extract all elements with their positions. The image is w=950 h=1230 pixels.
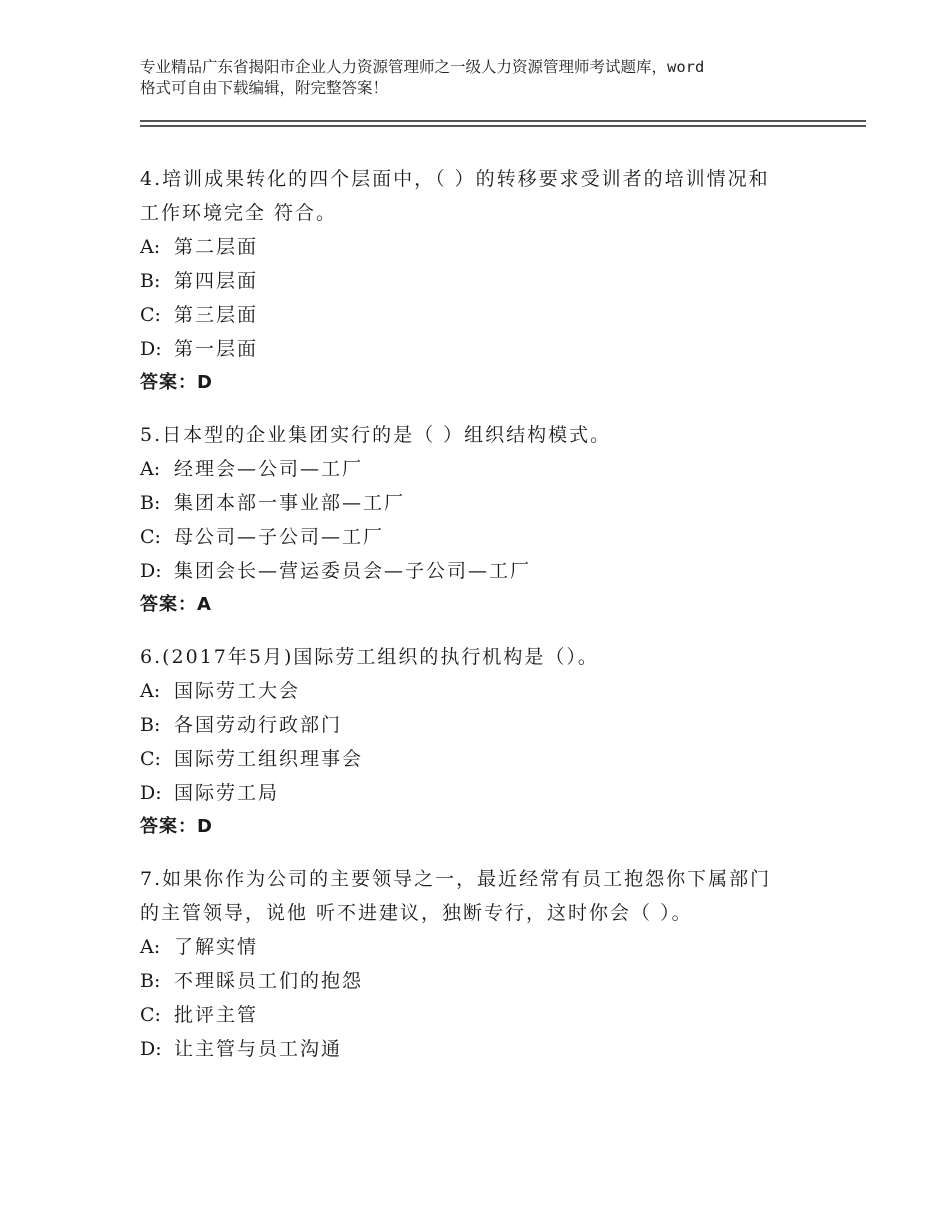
header-divider-bottom — [140, 125, 866, 127]
answer-option — [140, 486, 840, 520]
question-block — [140, 862, 840, 1066]
option-text: 第三层面 — [174, 304, 259, 326]
option-text: 集团会长—营运委员会—子公司—工厂 — [174, 560, 532, 582]
option-text: 让主管与员工沟通 — [174, 1038, 343, 1060]
answer-option — [140, 708, 840, 742]
option-text: 国际劳工大会 — [174, 680, 301, 702]
option-letter: A: — [140, 236, 161, 258]
answer-option — [140, 452, 840, 486]
option-letter: D: — [140, 782, 162, 804]
question-text: 工作环境完全 符合。 — [140, 202, 338, 224]
option-text: 集团本部一事业部—工厂 — [174, 492, 406, 514]
option-letter: B: — [140, 714, 161, 736]
option-text: 各国劳动行政部门 — [174, 714, 343, 736]
answer-option — [140, 674, 840, 708]
answer-option — [140, 298, 840, 332]
question-text: 5.日本型的企业集团实行的是（ ）组织结构模式。 — [140, 424, 612, 446]
option-letter: C: — [140, 304, 161, 326]
option-letter: B: — [140, 270, 161, 292]
option-letter: A: — [140, 936, 161, 958]
question-list — [140, 162, 840, 1084]
answer-option — [140, 1032, 840, 1066]
option-letter: A: — [140, 680, 161, 702]
option-letter: C: — [140, 1004, 161, 1026]
option-letter: C: — [140, 526, 161, 548]
option-letter: B: — [140, 492, 161, 514]
option-letter: D: — [140, 1038, 162, 1060]
answer-option — [140, 776, 840, 810]
option-text: 不理睬员工们的抱怨 — [174, 970, 364, 992]
header-divider-top — [140, 120, 866, 122]
question-block — [140, 162, 840, 400]
answer-option — [140, 964, 840, 998]
option-letter: D: — [140, 338, 162, 360]
option-letter: A: — [140, 458, 161, 480]
option-text: 第二层面 — [174, 236, 259, 258]
answer-option — [140, 742, 840, 776]
question-text: 6.(2017年5月)国际劳工组织的执行机构是（）。 — [140, 646, 599, 668]
answer-option — [140, 998, 840, 1032]
option-text: 了解实情 — [174, 936, 259, 958]
option-text: 国际劳工局 — [174, 782, 280, 804]
header-line-1: 专业精品广东省揭阳市企业人力资源管理师之一级人力资源管理师考试题库，word — [140, 58, 705, 76]
option-text: 第一层面 — [174, 338, 259, 360]
answer-option — [140, 230, 840, 264]
document-header — [140, 57, 830, 99]
answer-option — [140, 554, 840, 588]
option-letter: C: — [140, 748, 161, 770]
option-letter: D: — [140, 560, 162, 582]
option-text: 国际劳工组织理事会 — [174, 748, 364, 770]
option-text: 第四层面 — [174, 270, 259, 292]
answer-option — [140, 930, 840, 964]
question-block — [140, 418, 840, 622]
option-letter: B: — [140, 970, 161, 992]
option-text: 经理会—公司—工厂 — [174, 458, 364, 480]
option-text: 母公司—子公司—工厂 — [174, 526, 385, 548]
header-line-2: 格式可自由下载编辑，附完整答案！ — [140, 79, 389, 97]
answer-key: 答案：D — [140, 816, 213, 837]
question-block — [140, 640, 840, 844]
answer-key: 答案：A — [140, 594, 212, 615]
question-text: 4.培训成果转化的四个层面中，（ ）的转移要求受训者的培训情况和 — [140, 168, 770, 190]
question-text: 的主管领导，说他 听不进建议，独断专行，这时你会（ ）。 — [140, 902, 693, 924]
answer-option — [140, 520, 840, 554]
question-text: 7.如果你作为公司的主要领导之一，最近经常有员工抱怨你下属部门 — [140, 868, 772, 890]
option-text: 批评主管 — [174, 1004, 259, 1026]
answer-key: 答案：D — [140, 372, 213, 393]
answer-option — [140, 332, 840, 366]
answer-option — [140, 264, 840, 298]
